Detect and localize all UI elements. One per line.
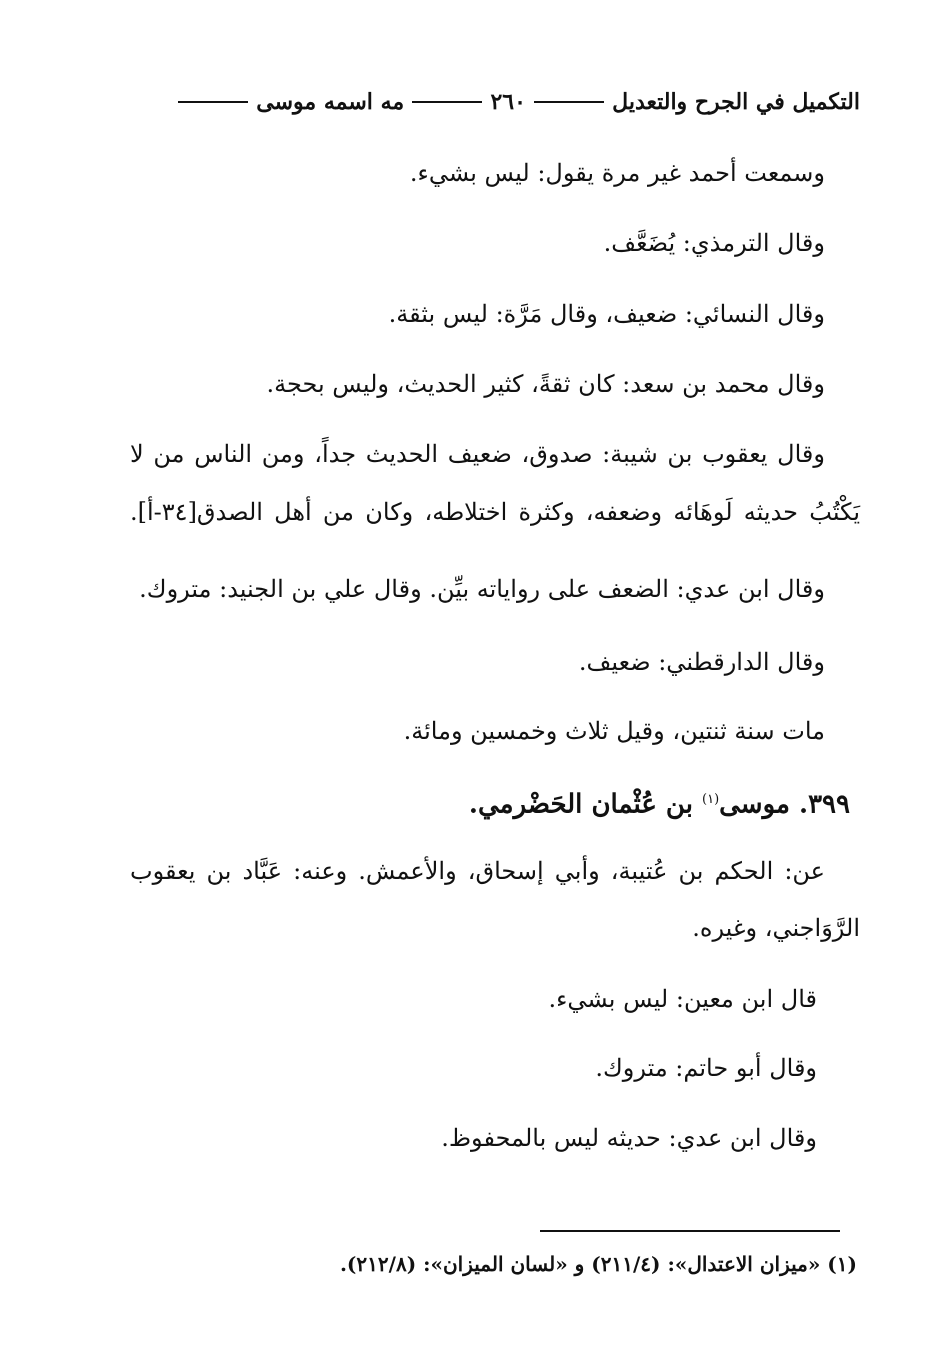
text-line: وقال الدارقطني: ضعيف.	[578, 648, 825, 676]
footnote-marker: (١)	[702, 792, 720, 807]
text-line: وقال ابن عدي: حديثه ليس بالمحفوظ.	[441, 1124, 817, 1152]
header-rule	[412, 101, 482, 103]
text-line: يَكْتُبُ حديثه لَوهَائه وضعفه، وكثرة اختلاطه، وكان من أهل الصدق[٣٤-أ].	[130, 498, 860, 526]
entry-number: ٣٩٩.	[799, 789, 850, 820]
entry-name: موسى	[719, 789, 790, 820]
text-line: وقال الترمذي: يُضَعَّف.	[603, 229, 825, 257]
book-title: التكميل في الجرح والتعديل	[612, 89, 860, 115]
header-rule	[534, 101, 604, 103]
text-line: قال ابن معين: ليس بشيء.	[548, 985, 817, 1013]
footnote: (١) «ميزان الاعتدال»: (٢١١/٤) و «لسان الميزان»: (٢١٢/٨).	[339, 1252, 857, 1276]
page-number: ٢٦٠	[490, 89, 526, 115]
text-line: وقال محمد بن سعد: كان ثقةً، كثير الحديث، وليس بحجة.	[266, 370, 825, 398]
entry-heading	[469, 780, 850, 825]
text-line: وقال ابن عدي: الضعف على رواياته بيِّن. وقال علي بن الجنيد: متروك.	[139, 575, 825, 603]
text-line: مات سنة ثنتين، وقيل ثلاث وخمسين ومائة.	[403, 717, 825, 745]
header-rule	[178, 101, 248, 103]
text-line: الرَّوَاجني، وغيره.	[692, 914, 860, 942]
text-line: وسمعت أحمد غير مرة يقول: ليس بشيء.	[409, 159, 825, 187]
text-line: وقال أبو حاتم: متروك.	[595, 1054, 817, 1082]
entry-name-rest: بن عُثْمان الحَضْرمي.	[468, 789, 693, 820]
text-line: عن: الحكم بن عُتيبة، وأبي إسحاق، والأعمش. وعنه: عَبَّاد بن يعقوب	[130, 857, 825, 885]
footnote-separator	[540, 1230, 840, 1232]
section-title: مه اسمه موسى	[256, 89, 405, 115]
text-line: وقال يعقوب بن شيبة: صدوق، ضعيف الحديث جداً، ومن الناس من لا	[130, 440, 825, 468]
text-line: وقال النسائي: ضعيف، وقال مَرَّة: ليس بثقة.	[388, 300, 825, 328]
running-header	[170, 82, 860, 122]
